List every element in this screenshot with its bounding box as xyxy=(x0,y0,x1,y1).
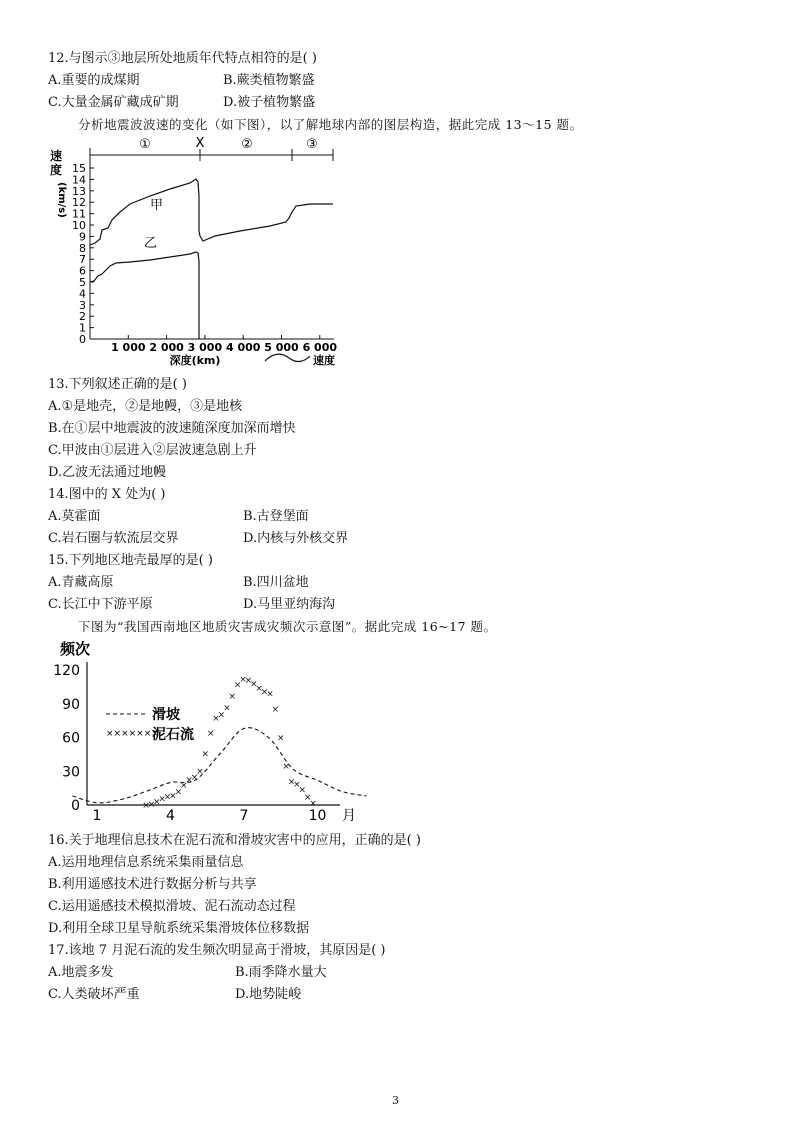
debris-flow-point: × xyxy=(147,799,156,810)
debris-flow-point: × xyxy=(169,791,177,802)
q12-option-a: A.重要的成煤期 xyxy=(48,73,140,88)
chart1-ytick-label: 14 xyxy=(72,173,86,187)
chart2-xtick-label: 7 xyxy=(239,808,249,824)
debris-flow-point: × xyxy=(266,689,274,700)
chart1-ytick-label: 9 xyxy=(79,230,86,244)
intro-16-17: 下图为“我国西南地区地质灾害成灾频次示意图”。据此完成 16~17 题。 xyxy=(78,619,497,634)
debris-flow-point: × xyxy=(158,794,166,805)
chart1-ytick-label: 3 xyxy=(79,298,86,312)
debris-flow-point: × xyxy=(185,775,193,786)
chart2-xtick-label: 4 xyxy=(166,808,175,824)
q14-stem: 14.图中的 X 处为( ) xyxy=(48,487,166,502)
chart2-ytick-label: 90 xyxy=(62,696,80,713)
debris-flow-point: × xyxy=(163,792,172,803)
zone-3-label: ③ xyxy=(306,137,318,152)
q17-option-a: A.地震多发 xyxy=(48,965,114,980)
debris-flow-point: × xyxy=(190,772,199,783)
chart1-ytick-label: 6 xyxy=(79,264,86,278)
seismic-wave-chart xyxy=(40,136,350,370)
debris-flow-point: × xyxy=(174,787,183,798)
q14-option-d: D.内核与外核交界 xyxy=(243,531,349,546)
chart1-xtick-label: 2 000 xyxy=(149,341,184,354)
q12-option-b: B.蕨类植物繁盛 xyxy=(223,73,315,88)
debris-flow-point: × xyxy=(260,687,269,698)
wave-yi-label: 乙 xyxy=(144,236,158,251)
debris-flow-point: × xyxy=(196,766,204,777)
chart1-ytick-label: 0 xyxy=(79,333,86,346)
q14-option-a: A.莫霍面 xyxy=(48,509,101,524)
chart2-ylabel: 频次 xyxy=(60,640,91,658)
q17-stem: 17.该地 7 月泥石流的发生频次明显高于滑坡，其原因是( ) xyxy=(48,943,386,958)
zone-2-label: ② xyxy=(241,137,253,152)
chart2-ytick-label: 120 xyxy=(53,663,80,679)
q16-option-a: A.运用地理信息系统采集雨量信息 xyxy=(48,855,244,870)
chart2-xtick-label: 1 xyxy=(92,808,102,824)
q15-option-d: D.马里亚纳海沟 xyxy=(243,597,336,612)
debris-flow-point: × xyxy=(179,781,188,792)
q14-option-c: C.岩石圈与软流层交界 xyxy=(48,531,179,546)
q15-option-c: C.长江中下游平原 xyxy=(48,597,153,612)
debris-flow-point: × xyxy=(287,777,296,788)
q14-option-b: B.古登堡面 xyxy=(243,509,309,524)
q12-option-c: C.大量金属矿藏成矿期 xyxy=(48,95,179,110)
q13-option-c: C.甲波由①层进入②层波速急剧上升 xyxy=(48,443,257,458)
debris-flow-point: × xyxy=(212,713,220,724)
chart1-ytick-label: 13 xyxy=(72,184,86,198)
chart1-xtick-label: 1 000 xyxy=(111,341,146,354)
wave-jia-line xyxy=(90,179,333,245)
zone-1-label: ① xyxy=(139,137,151,152)
chart1-ytick-label: 5 xyxy=(79,276,86,289)
chart1-ytick-label: 1 xyxy=(79,321,86,335)
wave-jia-label: 甲 xyxy=(150,198,164,213)
q13-option-a: A.①是地壳，②是地幔，③是地核 xyxy=(48,399,243,414)
q16-stem: 16.关于地理信息技术在泥石流和滑坡灾害中的应用，正确的是( ) xyxy=(48,833,421,848)
chart1-legend-label: 速度 xyxy=(313,354,335,367)
chart1-ytick-label: 8 xyxy=(79,241,86,255)
chart2-ytick-label: 0 xyxy=(71,798,80,814)
q17-option-d: D.地势陡峻 xyxy=(235,987,302,1002)
debris-flow-point: × xyxy=(309,799,317,810)
debris-flow-point: × xyxy=(282,762,290,773)
page-number: 3 xyxy=(392,1094,399,1107)
q13-option-d: D.乙波无法通过地幔 xyxy=(48,465,167,480)
legend-debris-symbol: ××××××× xyxy=(106,729,159,739)
debris-flow-point: × xyxy=(228,691,237,702)
debris-flow-point: × xyxy=(217,710,226,721)
debris-flow-point: × xyxy=(244,676,253,687)
chart1-xtick-label: 4 000 xyxy=(225,341,261,354)
chart1-yunit: (km/s) xyxy=(56,182,67,218)
q13-stem: 13.下列叙述正确的是( ) xyxy=(48,377,187,392)
debris-flow-point: × xyxy=(250,679,258,690)
debris-flow-point: × xyxy=(142,801,150,811)
q12-option-d: D.被子植物繁盛 xyxy=(223,95,316,110)
debris-flow-point: × xyxy=(303,793,312,804)
debris-flow-point: × xyxy=(201,749,210,760)
chart1-ytick-label: 10 xyxy=(72,219,86,232)
chart1-ytick-label: 15 xyxy=(72,162,86,175)
chart2-xlabel: 月 xyxy=(342,808,356,824)
disaster-frequency-chart xyxy=(40,636,370,826)
chart1-ylabel-1: 速 xyxy=(49,149,63,163)
q17-option-c: C.人类破坏严重 xyxy=(48,987,140,1002)
q15-option-a: A.青藏高原 xyxy=(48,575,114,590)
chart1-xtick-label: 6 000 xyxy=(302,341,338,354)
debris-flow-point: × xyxy=(206,728,215,739)
q16-option-d: D.利用全球卫星导航系统采集滑坡体位移数据 xyxy=(48,921,310,936)
chart2-ytick-label: 60 xyxy=(62,730,80,747)
chart1-ytick-label: 2 xyxy=(79,310,86,324)
debris-flow-point: × xyxy=(233,680,242,691)
q15-stem: 15.下列地区地壳最厚的是( ) xyxy=(48,553,213,568)
legend-landslide-label: 滑坡 xyxy=(152,707,180,723)
debris-flow-point: × xyxy=(298,785,307,796)
chart1-ytick-label: 4 xyxy=(79,287,86,301)
zone-x-label: X xyxy=(195,136,205,151)
legend-wave-symbol xyxy=(265,354,310,361)
chart1-ylabel-2: 度 xyxy=(49,163,63,177)
debris-flow-point: × xyxy=(293,779,301,790)
wave-yi-line xyxy=(90,252,199,339)
debris-flow-point: × xyxy=(239,675,247,686)
debris-flow-point: × xyxy=(276,733,285,744)
debris-flow-point: × xyxy=(223,703,231,714)
q17-option-b: B.雨季降水量大 xyxy=(235,965,327,980)
legend-debris-label: 泥石流 xyxy=(152,727,194,743)
chart1-xtick-label: 5 000 xyxy=(264,341,299,354)
debris-flow-point: × xyxy=(255,684,263,695)
chart1-xlabel: 深度(km) xyxy=(169,354,221,367)
debris-flow-markers xyxy=(142,675,317,811)
q16-option-c: C.运用遥感技术模拟滑坡、泥石流动态过程 xyxy=(48,899,296,914)
intro-13-15: 分析地震波波速的变化（如下图），以了解地球内部的图层构造，据此完成 13～15 题。 xyxy=(78,117,583,132)
chart1-ytick-label: 11 xyxy=(72,207,86,221)
q12-stem: 12.与图示③地层所处地质年代特点相符的是( ) xyxy=(48,51,317,66)
q13-option-b: B.在①层中地震波的波速随深度加深而增快 xyxy=(48,421,296,436)
chart2-ytick-label: 30 xyxy=(62,764,80,781)
debris-flow-point: × xyxy=(153,797,161,808)
debris-flow-point: × xyxy=(271,704,280,715)
chart1-ytick-label: 7 xyxy=(79,253,86,267)
chart1-ytick-label: 12 xyxy=(72,196,86,210)
chart1-xtick-label: 3 000 xyxy=(187,341,223,354)
q16-option-b: B.利用遥感技术进行数据分析与共享 xyxy=(48,877,257,892)
chart2-xtick-label: 10 xyxy=(308,808,327,824)
q15-option-b: B.四川盆地 xyxy=(243,575,309,590)
